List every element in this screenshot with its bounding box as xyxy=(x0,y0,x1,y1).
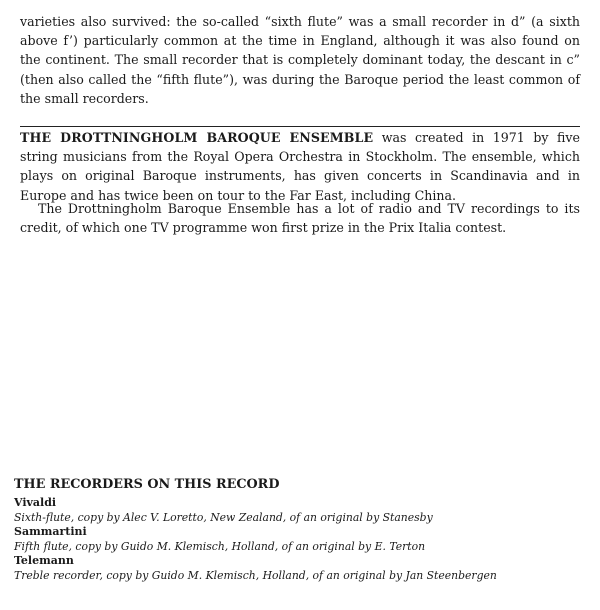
recorder-item xyxy=(14,525,584,554)
recorder-item xyxy=(14,496,584,525)
section-divider xyxy=(20,126,580,127)
ensemble-paragraph-2: The Drottningholm Baroque Ensemble has a lot of radio and TV recordings to its credit, of which one TV programme won first prize in the Prix Italia contest. xyxy=(20,201,580,236)
recorders-section xyxy=(14,476,584,583)
intro-paragraph: varieties also survived: the so-called “sixth flute” was a small recorder in d” (a sixth above f’) particularly common at the time in England, although it was also found on the continent. The small recorder that is completely dominant today, the descant in c” (then also called the “fifth flute”), was during the Baroque period the least common of the small recorders. xyxy=(20,14,580,106)
recorder-item xyxy=(14,554,584,583)
recorder-description: Fifth flute, copy by Guido M. Klemisch, Holland, of an original by E. Terton xyxy=(14,539,426,553)
ensemble-heading: THE DROTTNINGHOLM BAROQUE ENSEMBLE xyxy=(20,130,374,145)
recorder-composer: Telemann xyxy=(14,554,74,567)
ensemble-paragraph-1-text: was created in 1971 by five string musicians from the Royal Opera Orchestra in Stockholm. The ensemble, which plays on original Baroque instruments, has given concerts in Scandinavia and in Europe and has twice been on tour to the Far East, including China. xyxy=(20,130,580,203)
recorder-composer: Vivaldi xyxy=(14,496,57,509)
recorder-description: Treble recorder, copy by Guido M. Klemisch, Holland, of an original by Jan Steenbergen xyxy=(14,568,497,582)
recorder-composer: Sammartini xyxy=(14,525,87,538)
ensemble-paragraph-1 xyxy=(20,128,580,205)
recorder-description: Sixth-flute, copy by Alec V. Loretto, New Zealand, of an original by Stanesby xyxy=(14,510,433,524)
recorders-heading: THE RECORDERS ON THIS RECORD xyxy=(14,477,280,492)
